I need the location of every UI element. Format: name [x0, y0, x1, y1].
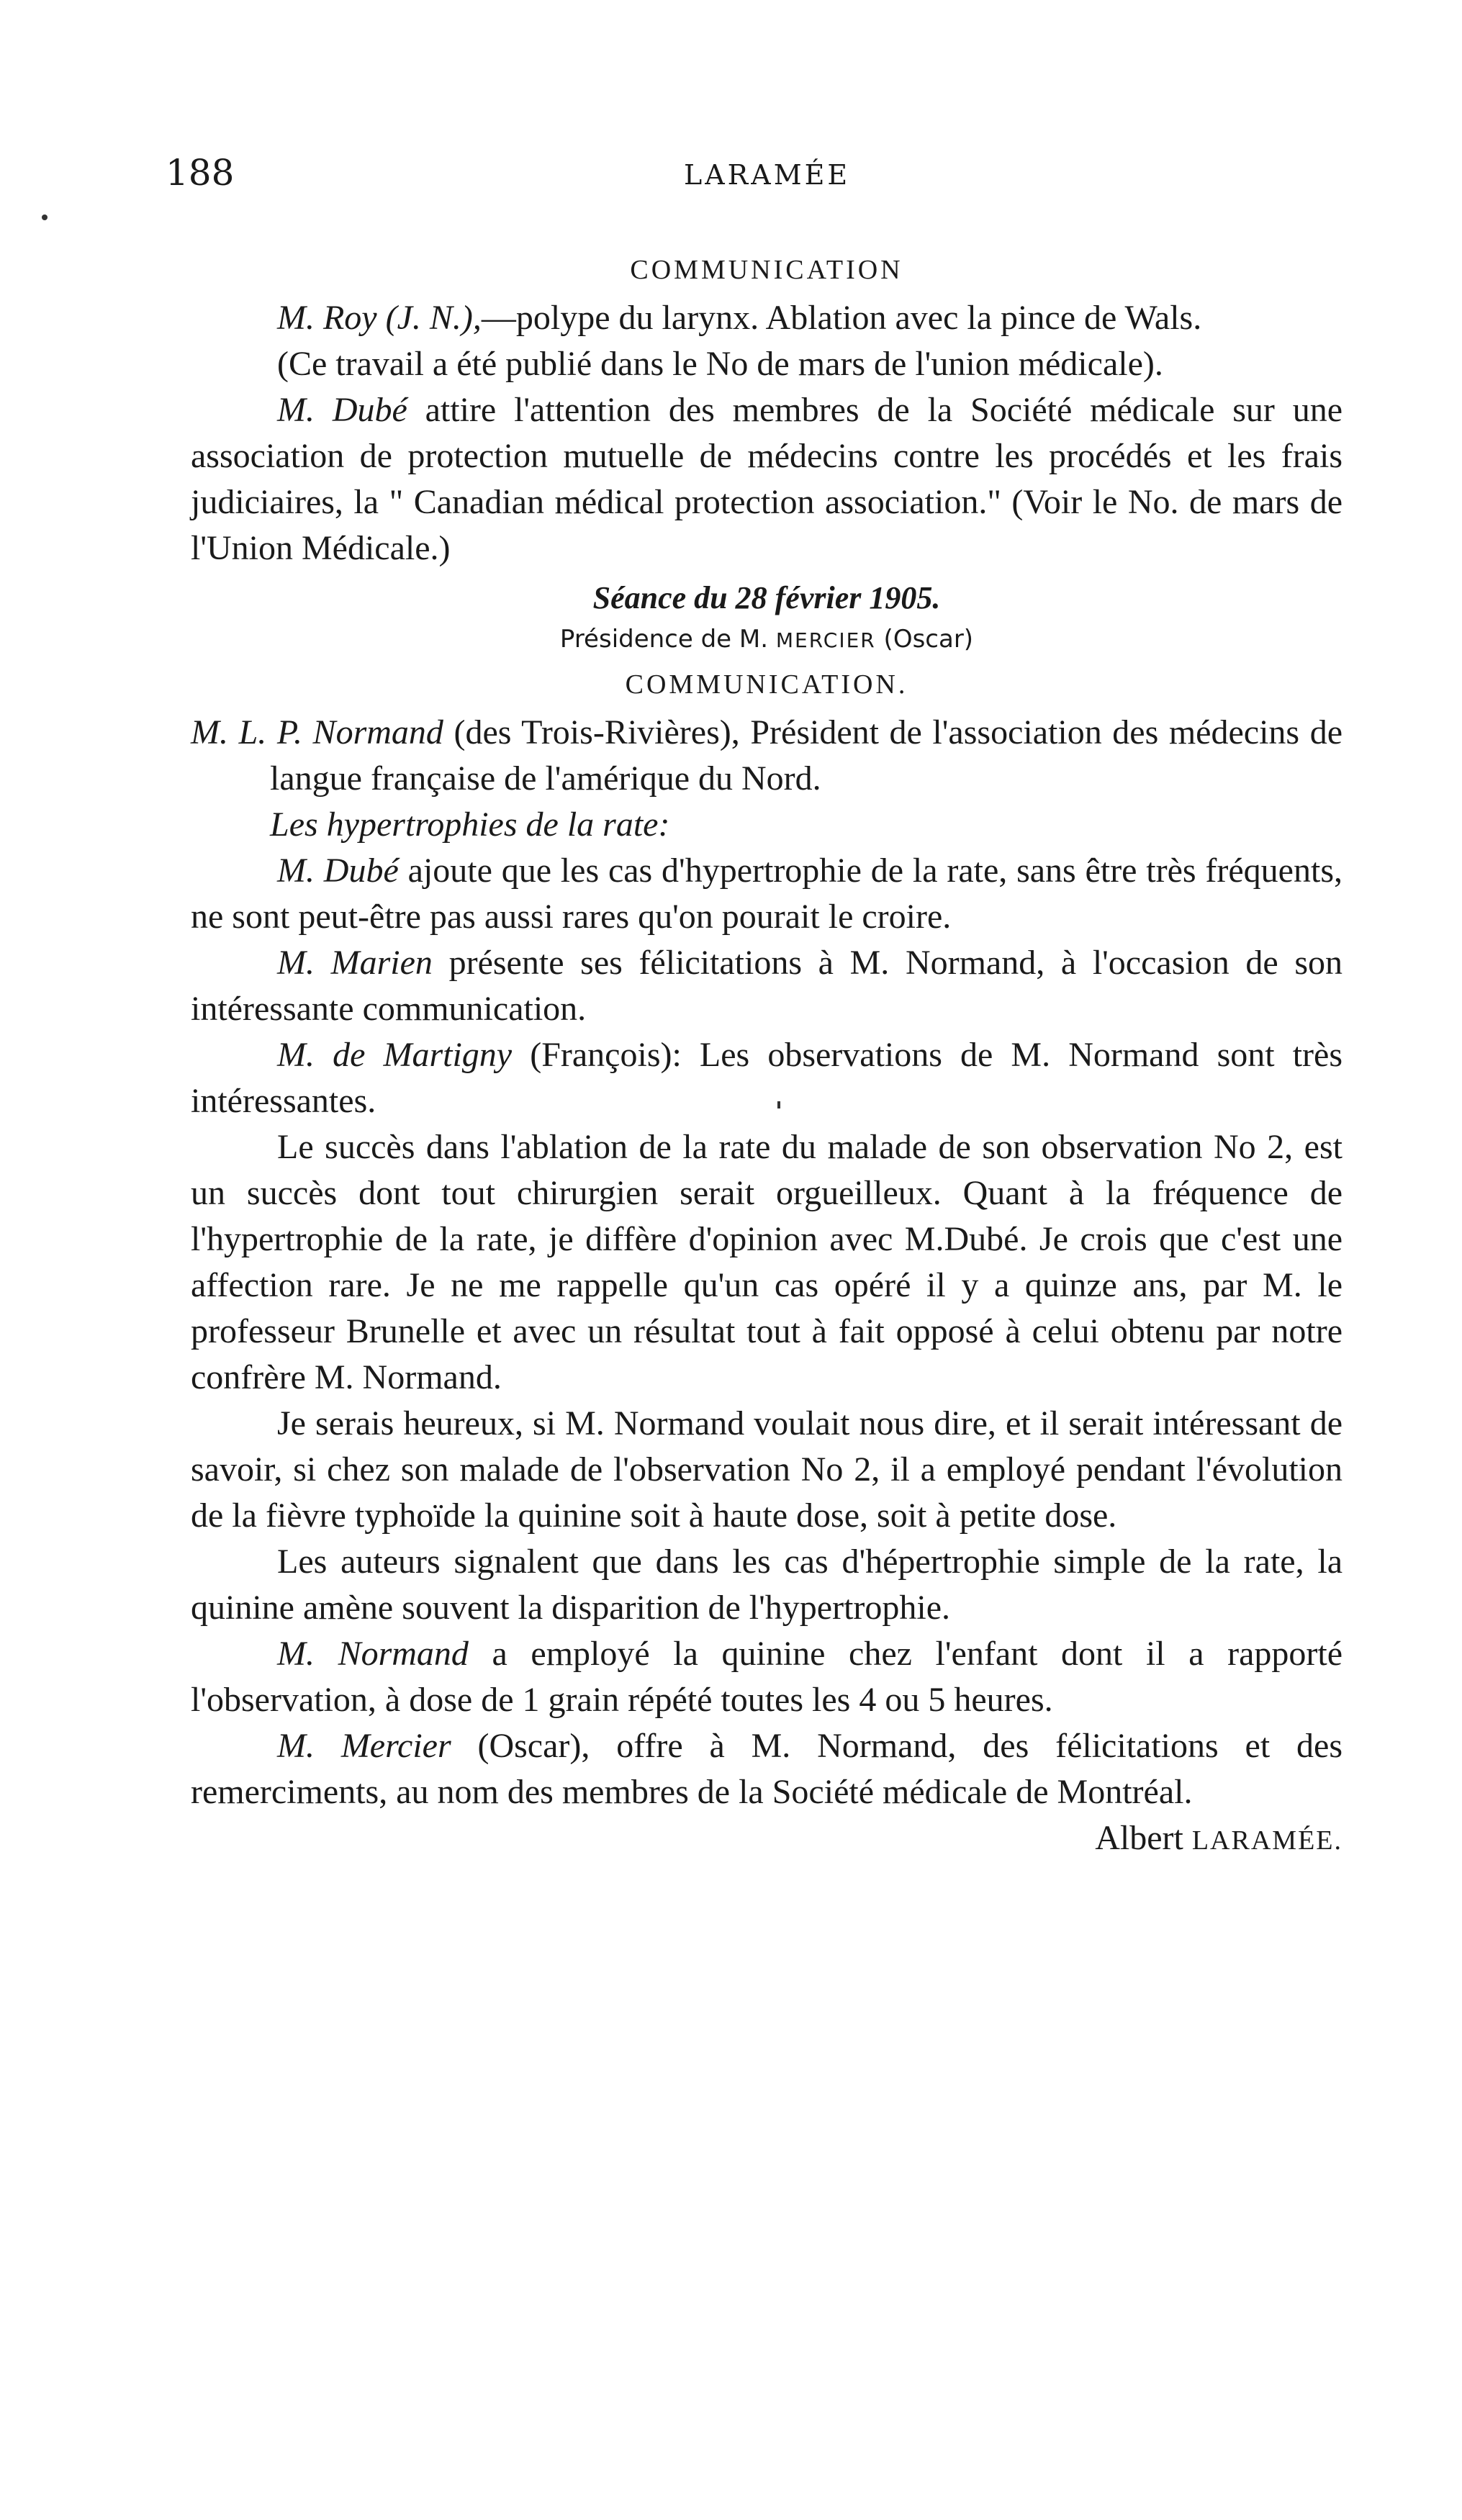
paragraph-text: attire l'attention des membres de la Société médicale sur une association de protection mutuelle de médecins contre les procédés et les frais judiciaires, la " Canadian médical protection association." (Voir le No. de mars de l'Union Médicale.) [191, 391, 1343, 567]
signature [1008, 1815, 1343, 1864]
paragraph-text: (des Trois-Rivières), Président de l'association des médecins de langue française de l'amérique du Nord. [270, 713, 1343, 798]
paragraph-martigny [191, 1032, 1343, 1124]
section-heading-communication: COMMUNICATION [630, 255, 903, 285]
paragraph-text: ajoute que les cas d'hypertrophie de la rate, sans être très fréquents, ne sont peut-être pas aussi rares qu'on pourait le croire. [191, 852, 1343, 936]
speaker-name: M. Marien [277, 944, 433, 982]
paragraph-text: —polype du larynx. Ablation avec la pince de Wals. [481, 299, 1202, 337]
speaker-name: M. L. P. Normand [191, 713, 443, 751]
speaker-name: M. Normand [277, 1635, 469, 1673]
paragraph-question-quinine: Je serais heureux, si M. Normand voulait nous dire, et il serait intéressant de savoir, si chez son malade de l'observation No 2, il a employé pendant l'évolution de la fièvre typhoïde la quinine soit à haute dose, soit à petite dose. [191, 1404, 1343, 1535]
presidence-suffix: (Oscar) [875, 625, 974, 654]
paragraph-roy [191, 295, 1343, 341]
paragraph-normand-reply [191, 1631, 1343, 1723]
speaker-name: M. Roy (J. N.), [277, 299, 482, 337]
paragraph-normand-intro [191, 710, 1343, 802]
speaker-name: M. Dubé [277, 852, 399, 890]
paragraph-auteurs: Les auteurs signalent que dans les cas d'hépertrophie simple de la rate, la quinine amène souvent la disparition de l'hypertrophie. [191, 1543, 1343, 1627]
paragraph-marien [191, 940, 1343, 1032]
paragraph-text: a employé la quinine chez l'enfant dont il a rapporté l'observation, à dose de 1 grain répété toutes les 4 ou 5 heures. [191, 1635, 1343, 1719]
presidence-prefix: Présidence de M. [559, 625, 776, 654]
president-name: MERCIER [775, 628, 876, 652]
signature-first-name: Albert [1095, 1819, 1192, 1857]
presidence-line [191, 620, 1343, 659]
signature-last-name: LARAMÉE. [1191, 1825, 1343, 1856]
page-header [166, 151, 1332, 209]
communication-title: Les hypertrophies de la rate: [270, 805, 670, 844]
paragraph-dube-association [191, 387, 1343, 572]
paragraph-mercier-thanks [191, 1723, 1343, 1857]
speaker-name: M. Mercier [277, 1727, 451, 1765]
paragraph-ablation-success: Le succès dans l'ablation de la rate du malade de son observation No 2, est un succès dont tout chirurgien serait orgueilleux. Quant à la fréquence de l'hypertrophie de la rate, je diffère d'opinion avec M.Dubé. Je crois que c'est une affection rare. Je ne me rappelle qu'un cas opéré il y a quinze ans, par M. le professeur Brunelle et avec un résultat tout à fait opposé à celui obtenu par notre confrère M. Normand. [191, 1128, 1343, 1396]
page-number: 188 [166, 152, 235, 194]
running-head: LARAMÉE [684, 159, 851, 191]
speaker-name: M. de Martigny [277, 1036, 513, 1074]
paragraph-dube-reply [191, 848, 1343, 940]
paragraph-text: présente ses félicitations à M. Normand, à l'occasion de son intéressante communication. [191, 944, 1343, 1028]
paragraph-text: (Oscar), offre à M. Normand, des félicitations et des remerciments, au nom des membres de la Société médicale de Montréal. [191, 1727, 1343, 1811]
seance-title: Séance du 28 février 1905. [592, 580, 941, 615]
paragraph-publication-note: (Ce travail a été publié dans le No de mars de l'union médicale). [277, 345, 1163, 383]
section-heading-communication-2: COMMUNICATION. [625, 669, 908, 700]
paragraph-text: (François): Les observations de M. Normand sont très intéressantes. [191, 1036, 1343, 1120]
speaker-name: M. Dubé [277, 391, 407, 429]
margin-mark [42, 214, 48, 220]
page-content [191, 245, 1343, 1864]
